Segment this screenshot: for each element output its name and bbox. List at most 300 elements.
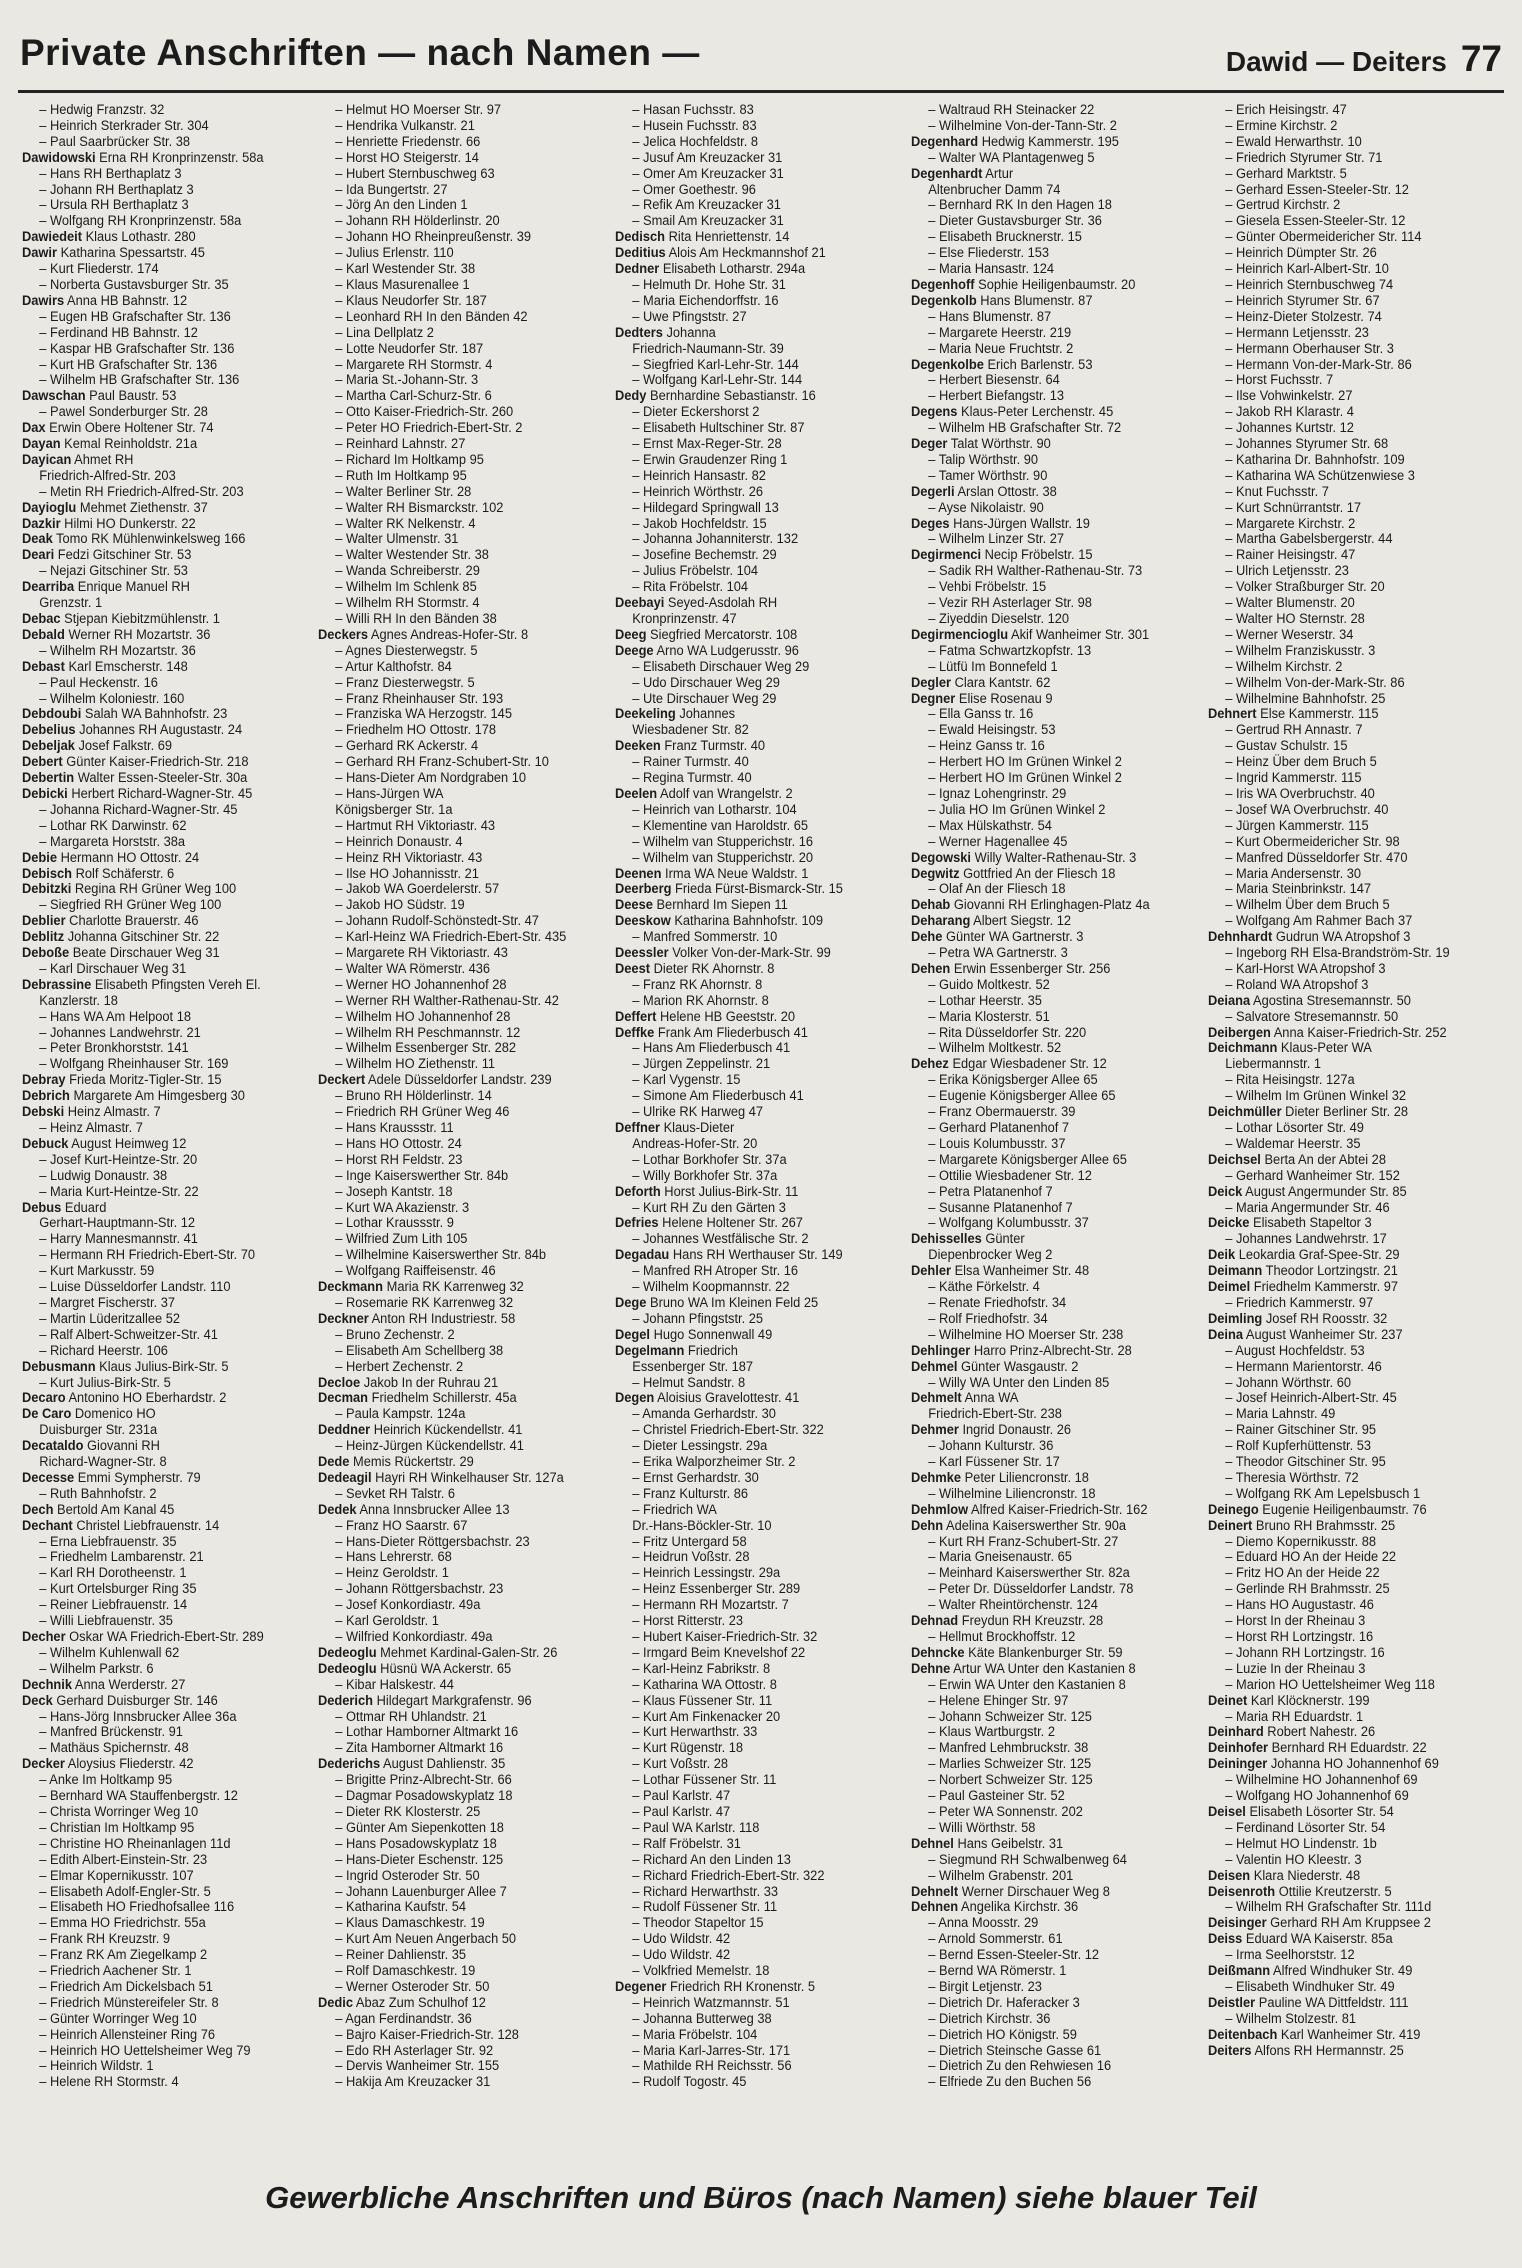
directory-entry: – Gustav Schulstr. 15 — [1224, 738, 1348, 754]
entry-details: Oskar WA Friedrich-Ebert-Str. 289 — [69, 1629, 264, 1644]
surname: Deckert — [318, 1072, 366, 1088]
directory-entry: – Fatma Schwartzkopfstr. 13 — [928, 642, 1092, 658]
directory-entry: – Manfred RH Atroper Str. 16 — [632, 1263, 798, 1279]
directory-entry: – Pawel Sonderburger Str. 28 — [39, 404, 208, 420]
entry-details: Fedzi Gitschiner Str. 53 — [57, 547, 192, 563]
directory-entry: – Siegfried RH Grüner Weg 100 — [39, 897, 222, 913]
directory-entry: – Frank RH Kreuzstr. 9 — [39, 1931, 171, 1947]
surname: Deisen — [1207, 1867, 1250, 1883]
directory-entry-head — [1208, 1104, 1489, 1120]
directory-entry: – Rudolf Togostr. 45 — [632, 2074, 747, 2090]
entry-details: Friedhelm Schillerstr. 45a — [372, 1390, 518, 1406]
surname: Deblier — [22, 913, 66, 929]
directory-entry: – Walter Rheintörchenstr. 124 — [928, 1597, 1099, 1613]
surname: Dedisch — [614, 229, 665, 245]
directory-entry: – Richard An den Linden 13 — [632, 1851, 791, 1867]
directory-entry-head — [22, 929, 303, 945]
surname: Debitzki — [22, 881, 72, 897]
directory-entry: – Wilhelm Franziskusstr. 3 — [1224, 642, 1375, 658]
directory-entry: – Johann Wörthstr. 60 — [1224, 1374, 1351, 1390]
directory-entry: – Agnes Diesterwegstr. 5 — [335, 642, 478, 658]
surname: Degirmenci — [911, 547, 982, 563]
directory-entry: – Erwin Graudenzer Ring 1 — [632, 451, 788, 467]
directory-entry-head — [615, 1184, 896, 1200]
directory-entry-head — [318, 1661, 599, 1677]
directory-entry: – Peter HO Friedrich-Ebert-Str. 2 — [335, 420, 523, 436]
column-1 — [22, 102, 318, 2142]
entry-details: Alois Am Heckmannshof 21 — [668, 245, 826, 261]
directory-entry-head — [22, 945, 303, 961]
directory-entry: – Regina Turmstr. 40 — [632, 770, 752, 786]
entry-details: Erwin Essenberger Str. 256 — [954, 960, 1111, 976]
directory-entry-head — [615, 245, 896, 261]
entry-details: Mehmet Ziethenstr. 37 — [79, 499, 208, 515]
directory-entry: – Wilhelmine HO Moerser Str. 238 — [928, 1326, 1124, 1342]
surname: Dehler — [911, 1263, 952, 1279]
directory-entry: – Rolf Friedhofstr. 34 — [928, 1310, 1048, 1326]
directory-entry: – August Hochfeldstr. 53 — [1224, 1342, 1365, 1358]
directory-entry: – Birgit Letjenstr. 23 — [928, 1978, 1043, 1994]
directory-entry: – Wilhelm Moltkestr. 52 — [928, 1040, 1062, 1056]
surname: Deforth — [614, 1183, 661, 1199]
directory-entry: – Ilse HO Johannisstr. 21 — [335, 865, 480, 881]
directory-entry: – Hans-Dieter Am Nordgraben 10 — [335, 770, 527, 786]
entry-details: Hüsnü WA Ackerstr. 65 — [380, 1660, 512, 1676]
directory-entry: – Sevket RH Talstr. 6 — [335, 1485, 456, 1501]
directory-entry: – Friedrich Aachener Str. 1 — [39, 1963, 192, 1979]
surname: Deck — [22, 1692, 53, 1708]
directory-entry: – Sadik RH Walther-Rathenau-Str. 73 — [928, 563, 1143, 579]
surname: Debac — [22, 611, 61, 626]
directory-entry: – Hans-Jürgen WA — [335, 785, 444, 801]
directory-entry: – Margret Fischerstr. 37 — [39, 1294, 176, 1310]
entry-details: Anna Innsbrucker Allee 13 — [359, 1501, 510, 1517]
directory-entry: – Hubert Sternbuschweg 63 — [335, 165, 496, 181]
directory-entry: – Horst In der Rheinau 3 — [1224, 1613, 1365, 1629]
directory-entry-head — [615, 643, 896, 659]
directory-entry: – Julius Erlenstr. 110 — [335, 245, 455, 261]
directory-entry: – Paul Karlstr. 47 — [632, 1788, 730, 1804]
entry-details: Ottilie Kreutzerstr. 5 — [1278, 1883, 1392, 1899]
directory-entry-head — [22, 1136, 303, 1152]
surname: Deffner — [614, 1120, 660, 1135]
directory-entry: – Heinz Ganss tr. 16 — [928, 738, 1045, 754]
directory-entry-head — [22, 245, 303, 261]
directory-entry: – Dieter Lessingstr. 29a — [632, 1438, 768, 1454]
directory-entry-continuation: Altenbrucher Damm 74 — [928, 181, 1061, 197]
directory-entry: – Theodor Gitschiner Str. 95 — [1224, 1454, 1386, 1470]
directory-entry: – Heinrich Dümpter Str. 26 — [1224, 245, 1377, 261]
directory-entry-head — [22, 881, 303, 897]
directory-entry: – Leonhard RH In den Bänden 42 — [335, 308, 528, 324]
directory-entry: – Hans WA Am Helpoot 18 — [39, 1008, 192, 1024]
entry-details: Ahmet RH — [74, 451, 134, 467]
directory-entry: – Zita Hamborner Altmarkt 16 — [335, 1740, 504, 1756]
directory-entry-head — [615, 1120, 896, 1136]
directory-entry: – Werner RH Walther-Rathenau-Str. 42 — [335, 992, 560, 1008]
entry-details: Artur — [985, 165, 1014, 181]
directory-entry: – Harry Mannesmannstr. 41 — [39, 1231, 198, 1247]
surname: Dedters — [614, 324, 663, 340]
directory-entry: – Hermann Von-der-Mark-Str. 86 — [1224, 356, 1412, 372]
directory-entry: – Ernst Max-Reger-Str. 28 — [632, 436, 782, 452]
directory-entry: – Johann RH Lortzingstr. 16 — [1224, 1644, 1385, 1660]
directory-entry: – Husein Fuchsstr. 83 — [632, 117, 757, 133]
directory-entry: – Jürgen Kammerstr. 115 — [1224, 817, 1369, 833]
directory-entry: – Maria Eichendorffstr. 16 — [632, 292, 779, 308]
entry-details: Peter Liliencronstr. 18 — [964, 1469, 1090, 1485]
directory-entry-head — [22, 531, 303, 547]
directory-entry: – Gerlinde RH Brahmsstr. 25 — [1224, 1581, 1390, 1597]
directory-entry: – Hellmut Brockhoffstr. 12 — [928, 1629, 1076, 1644]
directory-entry: – Günter Obermeidericher Str. 114 — [1224, 229, 1422, 245]
directory-entry: – Johann Schweizer Str. 125 — [928, 1708, 1093, 1724]
directory-entry: – Franz Diesterwegstr. 5 — [335, 674, 476, 690]
entry-details: Bertold Am Kanal 45 — [57, 1501, 175, 1517]
directory-entry: – Giesela Essen-Steeler-Str. 12 — [1224, 213, 1405, 229]
directory-entry: – Reinhard Lahnstr. 27 — [335, 436, 466, 452]
entry-details: Gudrun WA Atropshof 3 — [1275, 929, 1411, 945]
directory-entry-continuation: Liebermannstr. 1 — [1224, 1056, 1321, 1072]
directory-entry: – Rudolf Füssener Str. 11 — [632, 1899, 777, 1915]
directory-entry-head — [911, 404, 1192, 420]
surname: Debus — [22, 1199, 62, 1215]
surname: Debuck — [22, 1135, 69, 1151]
directory-entry-continuation: Friedrich-Alfred-Str. 203 — [39, 467, 176, 483]
surname: Decataldo — [22, 1438, 84, 1454]
directory-entry: – Bruno Zechenstr. 2 — [335, 1326, 456, 1342]
surname: Dehnert — [1207, 706, 1257, 722]
directory-entry: – Margarete Kirchstr. 2 — [1224, 515, 1355, 531]
directory-entry-head — [22, 547, 303, 563]
entry-details: Charlotte Brauerstr. 46 — [69, 913, 199, 929]
directory-entry: – Wilhelmine HO Johannenhof 69 — [1224, 1772, 1418, 1788]
directory-entry-head — [911, 516, 1192, 532]
directory-entry: – Franz RK Ahornstr. 8 — [632, 976, 763, 992]
directory-entry-continuation: Königsberger Str. 1a — [335, 801, 453, 817]
surname: Decman — [318, 1390, 369, 1406]
directory-entry: – Wilfried Zum Lith 105 — [335, 1231, 468, 1247]
directory-entry: – Christel Friedrich-Ebert-Str. 322 — [632, 1422, 824, 1438]
directory-entry: – Margarete Heerstr. 219 — [928, 324, 1072, 340]
directory-entry: – Wilhelm Kirchstr. 2 — [1224, 658, 1343, 674]
directory-entry: – Heinrich van Lotharstr. 104 — [632, 801, 797, 817]
surname: Dedner — [614, 261, 660, 277]
directory-entry: – Franziska WA Herzogstr. 145 — [335, 706, 513, 722]
directory-entry: – Erwin WA Unter den Kastanien 8 — [928, 1676, 1126, 1692]
surname: Deitenbach — [1207, 2026, 1277, 2042]
directory-entry-head — [911, 1263, 1192, 1279]
directory-entry: – Lothar Kraussstr. 9 — [335, 1215, 455, 1231]
directory-entry: – Josefine Bechemstr. 29 — [632, 547, 777, 563]
directory-entry-head — [22, 420, 303, 436]
surname: Debicki — [22, 785, 68, 801]
directory-entry: – Arnold Sommerstr. 61 — [928, 1931, 1063, 1947]
directory-entry: – Wilhelm Essenberger Str. 282 — [335, 1040, 517, 1056]
directory-entry-head — [22, 866, 303, 882]
directory-entry-head — [22, 850, 303, 866]
directory-entry: – Jakob HO Südstr. 19 — [335, 897, 466, 913]
directory-entry: – Ewald Heisingstr. 53 — [928, 722, 1056, 738]
directory-entry: – Wanda Schreiberstr. 29 — [335, 563, 481, 579]
directory-entry: – Elisabeth Adolf-Engler-Str. 5 — [39, 1883, 211, 1899]
entry-details: August Dahlienstr. 35 — [383, 1756, 506, 1772]
directory-entry: – Hans-Dieter Röttgersbachstr. 23 — [335, 1533, 531, 1549]
directory-entry: – Werner Osteroder Str. 50 — [335, 1978, 490, 1994]
directory-entry: – Erika Walporzheimer Str. 2 — [632, 1454, 796, 1470]
directory-entry: – Kurt Schnürrantstr. 17 — [1224, 499, 1361, 515]
directory-entry-head — [1208, 993, 1489, 1009]
surname: Decesse — [22, 1469, 75, 1485]
directory-entry: – Klaus Damaschkestr. 19 — [335, 1915, 486, 1931]
directory-entry-continuation: Duisburger Str. 231a — [39, 1422, 158, 1438]
directory-entry-head — [911, 1661, 1192, 1677]
entry-details: Erwin Obere Holtener Str. 74 — [49, 420, 214, 436]
surname: Dehncke — [911, 1644, 965, 1660]
entry-details: Akif Wanheimer Str. 301 — [1011, 626, 1150, 642]
surname: Debisch — [22, 865, 73, 881]
directory-entry: – Karl Westender Str. 38 — [335, 261, 476, 277]
surname: Decloe — [318, 1374, 361, 1390]
directory-entry: – Herbert HO Im Grünen Winkel 2 — [928, 754, 1123, 770]
directory-entry: – Wilhelm Linzer Str. 27 — [928, 531, 1065, 547]
directory-entry: – Dietrich Kirchstr. 36 — [928, 2010, 1051, 2026]
directory-entry: – Johannes Landwehrstr. 17 — [1224, 1231, 1387, 1247]
directory-entry: – Paul WA Karlstr. 118 — [632, 1819, 760, 1835]
entry-details: August Heimweg 12 — [71, 1135, 187, 1151]
directory-entry: – Wilhelm Stolzestr. 81 — [1224, 2010, 1356, 2026]
directory-entry: – Ella Ganss tr. 16 — [928, 706, 1034, 722]
surname: Deisel — [1207, 1803, 1246, 1819]
directory-entry: – Friedrich WA — [632, 1501, 717, 1517]
directory-entry-continuation: Richard-Wagner-Str. 8 — [39, 1454, 167, 1470]
entry-details: Necip Fröbelstr. 15 — [984, 547, 1093, 563]
surname: Dehnhardt — [1207, 929, 1272, 945]
directory-entry: – Maria Gneisenaustr. 65 — [928, 1549, 1073, 1565]
directory-entry-head — [911, 357, 1192, 373]
entry-details: Walter Essen-Steeler-Str. 30a — [77, 770, 248, 786]
surname: Degen — [614, 1390, 655, 1406]
directory-entry-head — [1208, 1215, 1489, 1231]
directory-entry: – Klaus Füssener Str. 11 — [632, 1692, 772, 1708]
directory-entry-head — [911, 897, 1192, 913]
directory-entry: – Manfred Sommerstr. 10 — [632, 929, 778, 945]
surname: Deege — [614, 642, 654, 658]
directory-entry-head — [318, 1311, 599, 1327]
directory-entry: – Wilhelm Über dem Bruch 5 — [1224, 897, 1390, 913]
entry-details: Volker Von-der-Mark-Str. 99 — [672, 945, 831, 961]
entry-details: Christel Liebfrauenstr. 14 — [76, 1517, 220, 1533]
surname: Deik — [1207, 1247, 1235, 1263]
surname: Deichsel — [1207, 1151, 1261, 1167]
directory-entry: – Herbert Biesenstr. 64 — [928, 372, 1060, 388]
directory-entry: – Kurt HB Grafschafter Str. 136 — [39, 356, 218, 372]
directory-entry: – Fritz Untergard 58 — [632, 1533, 747, 1549]
directory-entry: – Margarete RH Viktoriastr. 43 — [335, 945, 509, 961]
directory-entry-head — [22, 1470, 303, 1486]
directory-entry: – Marlies Schweizer Str. 125 — [928, 1756, 1092, 1772]
directory-entry: – Heinz Almastr. 7 — [39, 1120, 143, 1135]
entry-details: Albert Siegstr. 12 — [973, 913, 1072, 929]
surname: Dege — [614, 1294, 647, 1310]
surname: Deddner — [318, 1422, 371, 1438]
directory-entry: – Else Fliederstr. 153 — [928, 245, 1050, 261]
surname: Deinhard — [1207, 1724, 1264, 1740]
directory-entry: – Edo RH Asterlager Str. 92 — [335, 2042, 494, 2058]
surname: Debski — [22, 1104, 65, 1120]
directory-entry: – Erich Heisingstr. 47 — [1224, 102, 1347, 117]
directory-entry-head — [911, 1899, 1192, 1915]
directory-entry: – Luise Düsseldorfer Landstr. 110 — [39, 1279, 231, 1295]
directory-entry: – Gertrud Kirchstr. 2 — [1224, 197, 1340, 213]
surname: Debeljak — [22, 738, 75, 754]
directory-entry-head — [615, 706, 896, 722]
directory-entry: – Walter RH Bismarckstr. 102 — [335, 499, 504, 515]
directory-entry: – Josef Konkordiastr. 49a — [335, 1597, 481, 1613]
directory-entry: – Rainer Heisingstr. 47 — [1224, 547, 1355, 563]
directory-entry: – Dietrich HO Königstr. 59 — [928, 2026, 1078, 2042]
surname: Debelius — [22, 722, 76, 738]
directory-entry: – Rosemarie RK Karrenweg 32 — [335, 1294, 514, 1310]
surname: Dehnel — [911, 1835, 955, 1851]
directory-entry-head — [22, 1406, 303, 1422]
directory-entry: – Heinz Geroldstr. 1 — [335, 1565, 450, 1581]
directory-entry-head — [22, 706, 303, 722]
directory-entry: – Helmut HO Moerser Str. 97 — [335, 102, 502, 117]
surname: Dedek — [318, 1501, 358, 1517]
surname: Deffert — [614, 1008, 657, 1024]
directory-entry: – Bajro Kaiser-Friedrich-Str. 128 — [335, 2026, 520, 2042]
directory-entry: – Bernd WA Römerstr. 1 — [928, 1963, 1067, 1979]
directory-entry: – Petra Platanenhof 7 — [928, 1183, 1053, 1199]
surname: Dehab — [911, 897, 951, 913]
directory-entry: – Ferdinand HB Bahnstr. 12 — [39, 324, 198, 340]
entry-details: Karl Emscherstr. 148 — [68, 658, 188, 674]
directory-entry: – Hans Posadowskyplatz 18 — [335, 1835, 498, 1851]
directory-entry: – Wolfgang Rheinhauser Str. 169 — [39, 1056, 229, 1072]
surname: Decker — [22, 1756, 65, 1772]
directory-entry: – Günter Am Siepenkotten 18 — [335, 1819, 505, 1835]
directory-entry: – Friedrich Münstereifeler Str. 8 — [39, 1994, 219, 2010]
directory-entry: – Rita Heisingstr. 127a — [1224, 1072, 1355, 1088]
directory-entry: – Heinrich Sternbuschweg 74 — [1224, 276, 1393, 292]
directory-entry: – Irmgard Beim Knevelshof 22 — [632, 1644, 806, 1660]
directory-entry: – Joseph Kantstr. 18 — [335, 1183, 453, 1199]
entry-details: Berta An der Abtei 28 — [1264, 1151, 1386, 1167]
surname: Degwitz — [911, 865, 960, 881]
directory-entry: – Gerhard Marktstr. 5 — [1224, 165, 1347, 181]
directory-entry: – Otto Kaiser-Friedrich-Str. 260 — [335, 404, 514, 420]
directory-entry: – Peter WA Sonnenstr. 202 — [928, 1803, 1084, 1819]
surname: Debald — [22, 626, 65, 642]
directory-entry: – Elisabeth Windhuker Str. 49 — [1224, 1978, 1395, 1994]
surname: Dedeoglu — [318, 1644, 377, 1660]
directory-entry: – Ralf Fröbelstr. 31 — [632, 1835, 741, 1851]
entry-details: August Wanheimer Str. 237 — [1245, 1326, 1403, 1342]
directory-entry: – Ayse Nikolaistr. 90 — [928, 499, 1045, 515]
directory-entry: – Maria St.-Johann-Str. 3 — [335, 372, 479, 388]
directory-entry: – Hans-Jörg Innsbrucker Allee 36a — [39, 1708, 237, 1724]
page-header — [18, 28, 1504, 93]
directory-entry: – Ida Bungertstr. 27 — [335, 181, 448, 197]
entry-details: Karl Klöcknerstr. 199 — [1250, 1692, 1370, 1708]
directory-entry: – Kurt Markusstr. 59 — [39, 1263, 155, 1279]
directory-entry: – Johann RH Hölderlinstr. 20 — [335, 213, 501, 229]
entry-details: Katharina Bahnhofstr. 109 — [674, 913, 823, 929]
directory-entry: – Maria Steinbrinkstr. 147 — [1224, 881, 1371, 897]
entry-details: Aloysius Fliederstr. 42 — [67, 1756, 194, 1772]
directory-entry: – Ernst Gerhardstr. 30 — [632, 1469, 759, 1485]
directory-entry: – Ottmar RH Uhlandstr. 21 — [335, 1708, 488, 1724]
entry-details: Hedwig Kammerstr. 195 — [981, 133, 1120, 149]
directory-entry: – Hakija Am Kreuzacker 31 — [335, 2074, 491, 2090]
entry-details: Bernhard Im Siepen 11 — [656, 897, 788, 913]
directory-entry: – Kibar Halskestr. 44 — [335, 1676, 455, 1692]
entry-details: Aloisius Gravelottestr. 41 — [656, 1390, 800, 1406]
directory-entry: – Kurt Voßstr. 28 — [632, 1756, 728, 1772]
entry-details: Rita Henriettenstr. 14 — [668, 229, 790, 245]
directory-entry-head — [911, 1390, 1192, 1406]
directory-entry: – Walter Ulmenstr. 31 — [335, 531, 459, 547]
directory-entry-head — [22, 611, 303, 627]
directory-entry: – Paula Kampstr. 124a — [335, 1406, 466, 1422]
entry-details: Friedhelm Kammerstr. 97 — [1253, 1279, 1398, 1295]
surname: Deimann — [1207, 1263, 1262, 1279]
surname: Dehen — [911, 960, 951, 976]
directory-entry: – Heinrich Styrumer Str. 67 — [1224, 292, 1380, 308]
entry-details: Irma WA Neue Waldstr. 1 — [664, 865, 809, 881]
directory-entry: – Dieter Gustavsburger Str. 36 — [928, 213, 1103, 229]
entry-details: Klaus-Dieter — [663, 1120, 735, 1135]
directory-entry: – Johannes Kurtstr. 12 — [1224, 420, 1354, 436]
directory-entry: – Franz RK Am Ziegelkamp 2 — [39, 1947, 208, 1963]
surname: Degenkolbe — [911, 356, 985, 372]
entry-details: Stjepan Kiebitzmühlenstr. 1 — [64, 611, 220, 626]
directory-entry: – Lothar Hamborner Altmarkt 16 — [335, 1724, 519, 1740]
directory-entry: – Kurt Julius-Birk-Str. 5 — [39, 1374, 171, 1390]
directory-entry: – Wilhelmine Bahnhofstr. 25 — [1224, 690, 1385, 706]
directory-entry: – Lothar Borkhofer Str. 37a — [632, 1151, 787, 1167]
directory-entry: – Ewald Herwarthstr. 10 — [1224, 133, 1362, 149]
directory-entry-head — [911, 866, 1192, 882]
directory-entry-continuation: Friedrich-Ebert-Str. 238 — [928, 1406, 1063, 1422]
surname: Dechnik — [22, 1676, 73, 1692]
directory-entry: – Friedhelm Lambarenstr. 21 — [39, 1549, 204, 1565]
directory-entry-head — [911, 1518, 1192, 1534]
surname: Degenhardt — [911, 165, 983, 181]
directory-entry: – Helmuth Dr. Hohe Str. 31 — [632, 276, 786, 292]
directory-entry: – Willy Borkhofer Str. 37a — [632, 1167, 778, 1183]
surname: Dehmel — [911, 1358, 958, 1374]
directory-entry: – Salvatore Stresemannstr. 50 — [1224, 1008, 1398, 1024]
entry-details: Frieda Fürst-Bismarck-Str. 15 — [674, 881, 843, 897]
directory-entry-head — [318, 1279, 599, 1295]
directory-entry: – Hubert Kaiser-Friedrich-Str. 32 — [632, 1629, 818, 1644]
directory-entry: – Klementine van Haroldstr. 65 — [632, 817, 808, 833]
entry-details: Alfred Kaiser-Friedrich-Str. 162 — [971, 1501, 1148, 1517]
surname: Debie — [22, 849, 58, 865]
surname: Deeskow — [614, 913, 671, 929]
directory-entry-head — [22, 1629, 303, 1645]
entry-details: Franz Turmstr. 40 — [664, 738, 765, 754]
directory-entry: – Friedrich RH Grüner Weg 46 — [335, 1104, 510, 1120]
surname: Deimel — [1207, 1279, 1250, 1295]
directory-entry: – Hans Kraussstr. 11 — [335, 1120, 455, 1135]
surname: Dehne — [911, 1660, 951, 1676]
directory-entry: – Meinhard Kaiserswerther Str. 82a — [928, 1565, 1130, 1581]
directory-entry: – Ermine Kirchstr. 2 — [1224, 117, 1338, 133]
entry-details: Gottfried An der Fliesch 18 — [963, 865, 1116, 881]
